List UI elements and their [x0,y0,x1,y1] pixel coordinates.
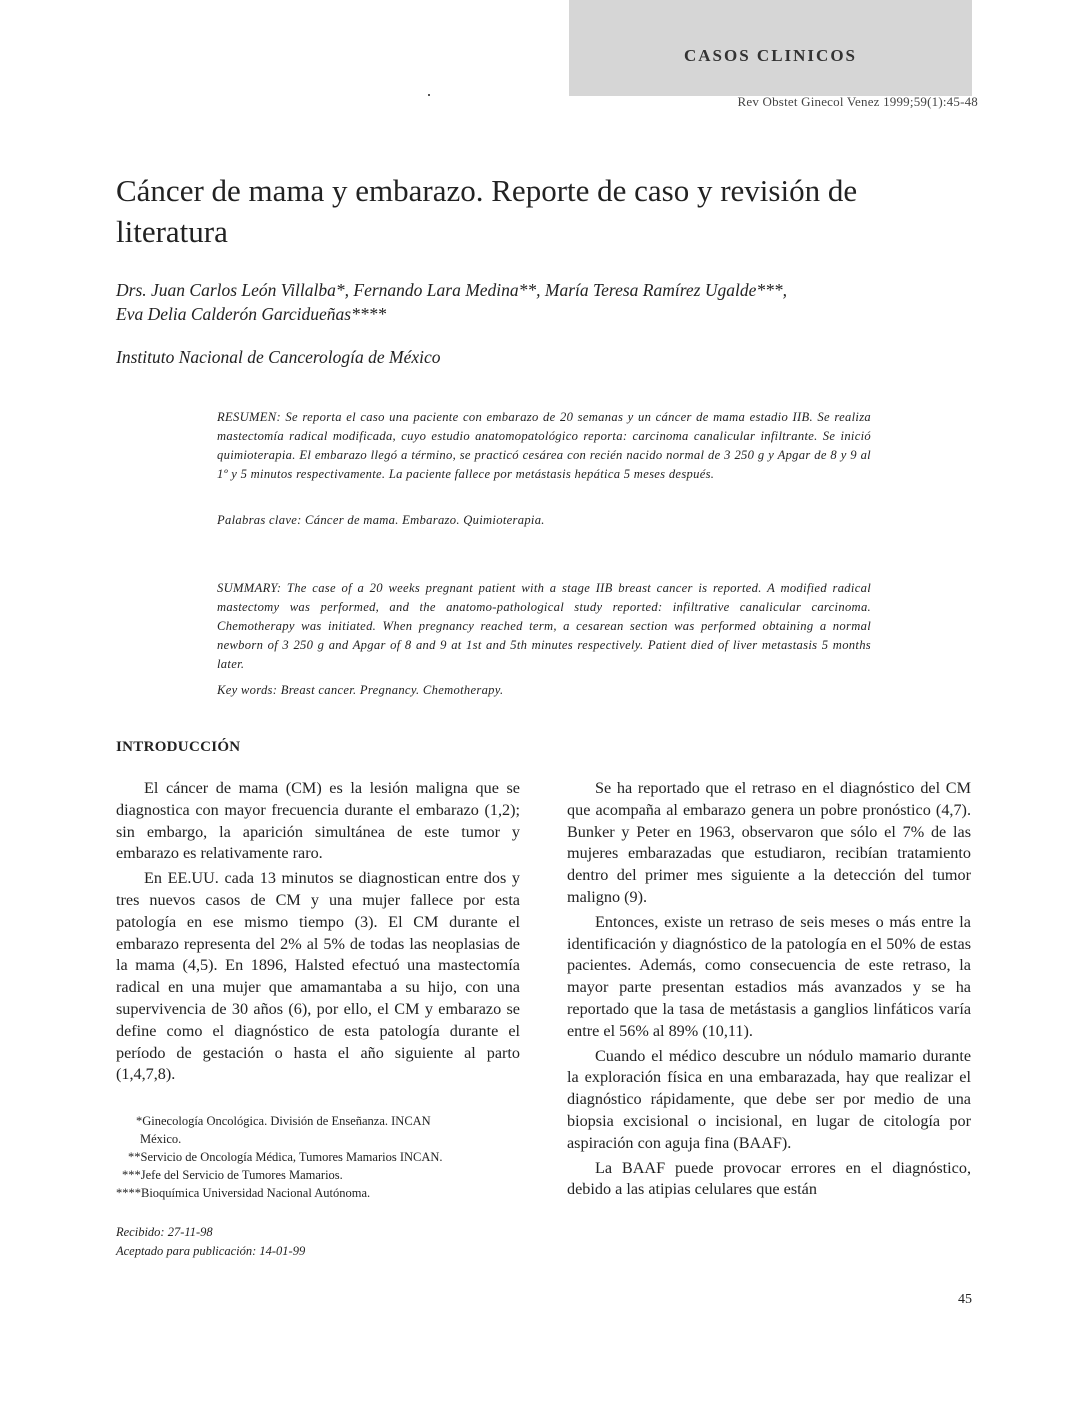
resumen-keywords: Palabras clave: Cáncer de mama. Embarazo. Quimioterapia. [217,513,545,527]
summary-keywords: Key words: Breast cancer. Pregnancy. Chemotherapy. [217,683,504,697]
author-line: Eva Delia Calderón Garcidueñas**** [116,304,387,324]
institution: Instituto Nacional de Cancerología de México [116,347,441,367]
paragraph: El cáncer de mama (CM) es la lesión maligna que se diagnostica con mayor frecuencia durante el embarazo (1,2); sin embargo, la aparición simultánea de este tumor y embarazo es relativamente raro. [116,779,520,863]
section-heading: INTRODUCCIÓN [116,739,241,755]
footnote: ***Jefe del Servicio de Tumores Mamarios. [122,1168,343,1182]
section-banner [569,0,972,96]
body-column-left [116,778,520,1089]
footnote: ****Bioquímica Universidad Nacional Autónoma. [116,1186,371,1200]
paragraph: Entonces, existe un retraso de seis meses o más entre la identificación y diagnóstico de la patología en el 50% de estas pacientes. Además, como consecuencia de este retraso, la mayor parte presentan estadios más avanzados y se ha reportado que la tasa de metástasis a ganglios linfáticos varía entre el 56% al 89% (10,11). [567,912,971,1040]
paragraph: Se ha reportado que el retraso en el diagnóstico del CM que acompaña al embarazo genera un pobre pronóstico (4,7). Bunker y Peter en 1963, observaron que sólo el 7% de las mujeres embarazadas que estudiaron, recibían tratamiento dentro del primer mes siguiente a la detección del tumor maligno (9). [567,779,971,906]
scan-speck [428,94,430,96]
footnote: México. [140,1132,182,1146]
paragraph: La BAAF puede provocar errores en el diagnóstico, debido a las atipias celulares que están [567,1158,971,1199]
paragraph: Cuando el médico descubre un nódulo mamario durante la exploración física en una embarazada, hay que realizar el diagnóstico rápidamente, que debe ser por medio de una biopsia excisional o incisional, en lugar de citología por aspiración con aguja fina (BAAF). [567,1046,971,1152]
summary-abstract: SUMMARY: The case of a 20 weeks pregnant patient with a stage IIB breast cancer is reported. A modified radical mastectomy was performed, and the anatomo-pathological study reported: infiltrative canalicular carcinoma. Chemotherapy was initiated. When pregnancy reached term, a cesarean section was performed obtaining a normal newborn of 3 250 g and Apgar of 8 and 9 at 1st and 5th minutes respectively. Patient died of liver metastasis 5 months later. [217,581,871,671]
author-line: Drs. Juan Carlos León Villalba*, Fernando Lara Medina**, María Teresa Ramírez Ugalde***, [116,280,787,300]
author-list [116,278,916,326]
footnotes [116,1112,520,1202]
journal-citation: Rev Obstet Ginecol Venez 1999;59(1):45-48 [737,94,978,109]
paragraph: En EE.UU. cada 13 minutos se diagnostican entre dos y tres nuevos casos de CM y una mujer fallece por esta patología en ese mismo tiempo (3). El CM durante el embarazo representa del 2% al 5% de todas las neoplasias de la mama (4,5). En 1896, Halsted efectuó una mastectomía radical en una mujer que amamantaba a su hijo, con una supervivencia de 30 años (6), por ello, el CM y embarazo se define como el diagnóstico de esta patología durante el período de gestación o hasta el año siguiente al parto (1,4,7,8). [116,869,520,1084]
footnote: *Ginecología Oncológica. División de Enseñanza. INCAN [136,1114,431,1128]
body-column-right [567,778,971,1204]
page-number: 45 [958,1292,972,1307]
article-title: Cáncer de mama y embarazo. Reporte de caso y revisión de literatura [116,173,858,249]
section-label: CASOS CLINICOS [683,46,857,65]
submission-dates [116,1223,305,1261]
received-date: Recibido: 27-11-98 [116,1225,213,1239]
footnote: **Servicio de Oncología Médica, Tumores Mamarios INCAN. [128,1150,443,1164]
resumen-abstract: RESUMEN: Se reporta el caso una paciente con embarazo de 20 semanas y un cáncer de mama estadio IIB. Se realiza mastectomía radical modificada, cuyo estudio anatomopatológico reporta: carcinoma canalicular infiltrante. Se inició quimioterapia. El embarazo llegó a término, se practicó cesárea con recién nacido normal de 3 250 g y Apgar de 8 y 9 al 1º y 5 minutos respectivamente. La paciente fallece por metástasis hepática 5 meses después. [217,410,871,481]
accepted-date: Aceptado para publicación: 14-01-99 [116,1244,306,1258]
